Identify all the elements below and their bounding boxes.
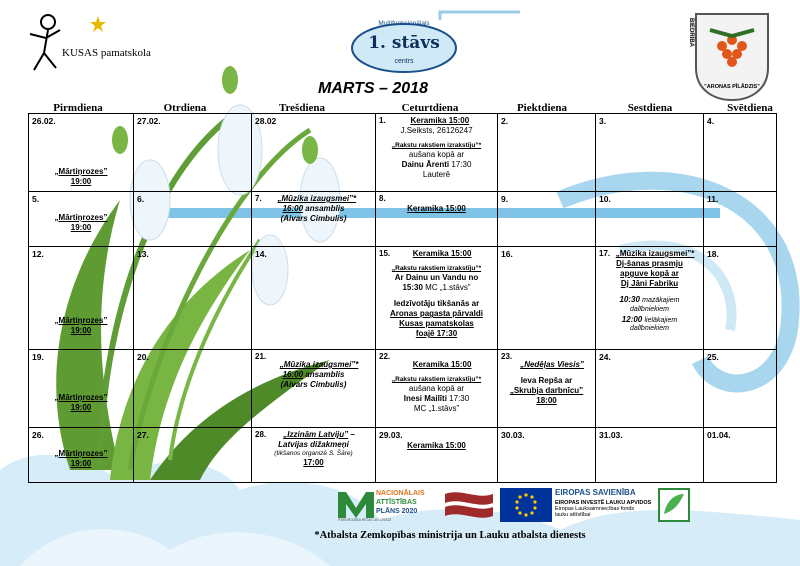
- day-cell: [596, 247, 704, 350]
- day-cell: [704, 114, 777, 192]
- event-title: „Mūzika izaugsmei”*: [279, 360, 359, 369]
- event-time: 18:00: [536, 396, 557, 405]
- event-title: „Mūzika izaugsmei”*: [277, 194, 357, 203]
- event-title: „Nedēļas Viesis”: [520, 360, 584, 369]
- date: 26.02.: [32, 116, 56, 126]
- day-header-wed: Trešdiena: [278, 102, 326, 114]
- event-text: dalībniekiem: [630, 305, 669, 313]
- week-row: [29, 350, 777, 428]
- bud-1: [222, 66, 238, 94]
- national-plan-text-small: PĀRGROZĪBA RĪGAS UN IZRĀDĪ: [338, 518, 392, 522]
- day-cell: [134, 350, 252, 428]
- centre-logo-top: Multifunkcionālais: [378, 20, 430, 27]
- day-cell: [704, 247, 777, 350]
- event-text: ansamblis: [305, 204, 345, 213]
- event-title: Keramika 15:00: [407, 204, 466, 213]
- event-title: Keramika 15:00: [412, 249, 472, 258]
- day-cell: [498, 350, 596, 428]
- date: 30.03.: [501, 430, 525, 440]
- national-plan-text-3: PLĀNS 2020: [376, 508, 418, 515]
- event-title: „Rakstu rakstiem izrakstīju”*: [391, 265, 482, 272]
- event-host: (Aivars Cimbulis): [280, 214, 347, 223]
- date: 24.: [599, 352, 611, 362]
- date: 1.: [379, 116, 386, 125]
- day-cell: [704, 192, 777, 247]
- centre-logo-bottom: centrs: [394, 58, 414, 65]
- date: 18.: [707, 249, 719, 259]
- event-text: Dj-šanas prasmju: [616, 259, 683, 268]
- event-text: aušana kopā ar: [408, 384, 465, 394]
- day-header-mon: Pirmdiena: [53, 102, 103, 114]
- event-place: MC „1.stāvs”: [413, 404, 460, 414]
- calendar-grid: [28, 113, 777, 483]
- day-header-thu: Ceturtdiena: [401, 102, 459, 114]
- event-place: MC „1.stāvs”: [425, 283, 471, 293]
- date: 28.: [255, 430, 267, 439]
- date: 19.: [32, 352, 44, 362]
- day-header-sat: Sestdiena: [627, 102, 673, 114]
- eu-flag: [500, 488, 552, 524]
- date: 23.: [501, 352, 513, 361]
- event-time: 12:00: [621, 314, 643, 324]
- date: 16.: [501, 249, 513, 259]
- event-time: 17:30: [449, 394, 470, 404]
- day-cell: [376, 350, 498, 428]
- date: 22.: [379, 352, 391, 361]
- event-text: lielākajiem: [644, 316, 678, 324]
- day-cell: [252, 428, 376, 483]
- day-cell: [498, 114, 596, 192]
- national-plan-text-2: ATTĪSTĪBAS: [376, 499, 417, 506]
- date: 12.: [32, 249, 44, 259]
- event-text: mazākajiem: [642, 297, 680, 304]
- eu-fund-text: [555, 488, 655, 524]
- event-time: 19:00: [70, 325, 92, 335]
- eu-line-2: Eiropas Lauksaimniecības fonds: [555, 506, 635, 512]
- day-header-tue: Otrdiena: [163, 102, 207, 114]
- event-time: 17:30: [451, 160, 472, 170]
- day-header-sun: Svētdiena: [727, 102, 773, 114]
- society-emblem-text-1: BIEDRĪBA: [688, 18, 694, 48]
- event-place: Lauterē: [422, 170, 451, 180]
- date: 29.03.: [379, 430, 403, 440]
- event-title: „Mārtiņrozes”: [54, 212, 108, 222]
- event-title: „Mārtiņrozes”: [54, 392, 108, 402]
- event-time: 10:30: [619, 295, 640, 304]
- event-time: 17:00: [303, 458, 324, 468]
- event-title: „Rakstu rakstiem izrakstīju”*: [391, 142, 482, 149]
- event-title: „Mūzika izaugsmei”*: [615, 249, 695, 258]
- date: 9.: [501, 194, 509, 204]
- day-cell: [704, 350, 777, 428]
- date: 25.: [707, 352, 719, 362]
- event-time: 19:00: [70, 458, 92, 468]
- eu-title: EIROPAS SAVIENĪBA: [555, 488, 636, 497]
- national-plan-text-1: NACIONĀLAIS: [376, 490, 425, 497]
- event-time: 19:00: [70, 176, 92, 186]
- date: 13.: [137, 249, 149, 259]
- day-cell: [29, 192, 134, 247]
- latvia-flag-logo: [443, 488, 495, 524]
- date: 20.: [137, 352, 149, 362]
- event-host: (tikšanos organizē S. Šāre): [274, 450, 353, 457]
- date: 17.: [599, 249, 611, 258]
- date: 10.: [599, 194, 611, 204]
- day-cell: [704, 428, 777, 483]
- day-header-fri: Piektdiena: [516, 102, 568, 114]
- event-title: Iedzīvotāju tikšanās ar: [393, 299, 480, 309]
- date: 2.: [501, 116, 509, 126]
- event-host: (Aivars Cimbulis): [280, 380, 347, 389]
- day-cell: [29, 350, 134, 428]
- event-text: Ar Dainu un Vandu no: [394, 273, 479, 283]
- day-cell: [134, 192, 252, 247]
- week-row: [29, 428, 777, 483]
- day-cell: [29, 114, 134, 192]
- day-cell: [498, 428, 596, 483]
- date: 28.02: [255, 116, 277, 126]
- week-row: [29, 192, 777, 247]
- event-title: „Rakstu rakstiem izrakstīju”*: [391, 376, 482, 383]
- date: 15.: [379, 249, 391, 258]
- day-cell: [596, 428, 704, 483]
- event-time: 16:00: [282, 370, 304, 379]
- date: 01.04.: [707, 430, 731, 440]
- date: 8.: [379, 194, 386, 203]
- school-logo: [26, 8, 151, 80]
- centre-logo: [350, 18, 458, 74]
- date: 4.: [707, 116, 715, 126]
- day-cell: [376, 114, 498, 192]
- event-time: 15:30: [402, 283, 423, 293]
- day-cell: [376, 247, 498, 350]
- eu-line-3: lauku attīstībai: [555, 512, 591, 518]
- event-time: 19:00: [70, 222, 92, 232]
- national-plan-logo: [338, 488, 438, 524]
- day-cell: [252, 114, 376, 192]
- event-title: „Mārtiņrozes”: [54, 448, 108, 458]
- footer-note: *Atbalsta Zemkopības ministrija un Lauku atbalsta dienests: [314, 530, 586, 541]
- event-host: Dainu Ārenti: [401, 160, 450, 170]
- leader-logo: [658, 488, 690, 524]
- event-text: ansamblis: [305, 370, 345, 379]
- day-cell: [596, 114, 704, 192]
- event-text: Latvijas dižakmeņi: [278, 440, 349, 449]
- day-cell: [498, 192, 596, 247]
- calendar-title: MARTS – 2018: [318, 80, 428, 97]
- date: 11.: [707, 194, 719, 204]
- event-place: Kusas pamatskolas: [399, 319, 474, 329]
- event-host: Ieva Repša ar: [520, 376, 573, 385]
- date: 14.: [255, 249, 267, 259]
- event-dash: –: [350, 430, 355, 439]
- date: 7.: [255, 194, 262, 203]
- event-time: 16:00: [282, 204, 304, 213]
- event-text: dalībniekiem: [630, 325, 669, 333]
- event-time: foajē 17:30: [415, 329, 458, 339]
- event-text: Aronas pagasta pārvaldi: [390, 309, 483, 319]
- event-title: „Izzinām Latviju”: [283, 430, 349, 439]
- event-title: „Mārtiņrozes”: [54, 315, 108, 325]
- day-cell: [252, 192, 376, 247]
- event-title: „Mārtiņrozes”: [54, 166, 108, 176]
- national-plan-icon: [338, 490, 374, 520]
- day-cell: [252, 247, 376, 350]
- event-time: 19:00: [70, 402, 92, 412]
- week-row: [29, 247, 777, 350]
- date: 6.: [137, 194, 145, 204]
- day-cell: [29, 428, 134, 483]
- day-cell: [252, 350, 376, 428]
- day-cell: [134, 428, 252, 483]
- event-text: aušana kopā ar: [408, 150, 465, 160]
- centre-logo-main: 1. stāvs: [368, 33, 440, 53]
- day-cell: [134, 114, 252, 192]
- date: 31.03.: [599, 430, 623, 440]
- event-host: Dj Jāni Fabriku: [620, 279, 679, 288]
- society-emblem: [690, 10, 774, 102]
- date: 3.: [599, 116, 607, 126]
- date: 21.: [255, 352, 267, 361]
- date: 5.: [32, 194, 40, 204]
- school-logo-text: KUSAS pamatskola: [62, 47, 151, 59]
- date: 26.: [32, 430, 44, 440]
- event-text: apguve kopā ar: [620, 269, 679, 278]
- event-title: Keramika 15:00: [407, 440, 466, 450]
- day-cell: [596, 350, 704, 428]
- day-cell: [596, 192, 704, 247]
- eu-line-1: EIROPAS INVESTĒ LAUKU APVIDOS: [555, 500, 652, 506]
- event-title: Keramika 15:00: [412, 360, 472, 369]
- event-text: J.Seiksts, 26126247: [400, 126, 473, 135]
- school-logo-icon: [26, 8, 151, 80]
- day-cell: [498, 247, 596, 350]
- day-cell: [29, 247, 134, 350]
- day-cell: [376, 428, 498, 483]
- event-host: Inesi Mailīti: [403, 394, 447, 404]
- day-cell: [134, 247, 252, 350]
- event-text: „Skrubja darbnīcu”: [509, 386, 584, 395]
- date: 27.: [137, 430, 149, 440]
- society-emblem-text-2: "ARONAS PĪLĀDZIS": [704, 84, 760, 90]
- date: 27.02.: [137, 116, 161, 126]
- week-row: [29, 114, 777, 192]
- day-cell: [376, 192, 498, 247]
- event-title: Keramika 15:00: [410, 116, 470, 125]
